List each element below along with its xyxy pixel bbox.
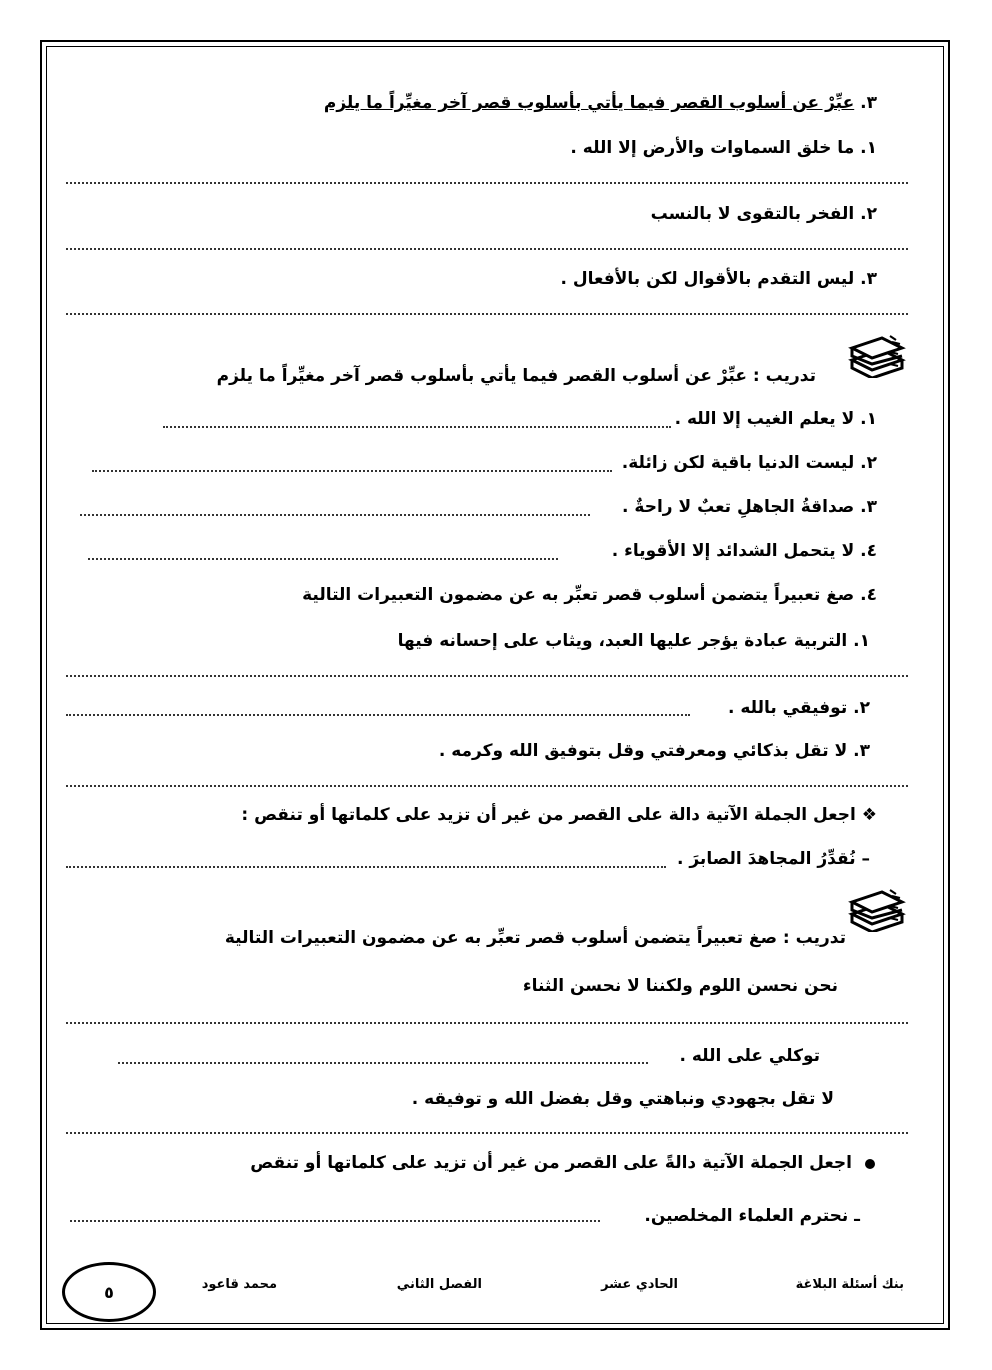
answer-line[interactable] [80, 514, 590, 516]
answer-line[interactable] [70, 1220, 600, 1222]
footer-author: محمد قاعود [201, 1277, 277, 1292]
answer-line[interactable] [66, 785, 908, 787]
book-stack-icon [846, 884, 906, 932]
training1-item-1: ١. لا يعلم الغيب إلا الله . [674, 409, 877, 429]
section4-item-1: ١. التربية عبادة يؤجر عليها العبد، ويثاب على إحسانه فيها [397, 631, 870, 651]
answer-line[interactable] [66, 675, 908, 677]
answer-line[interactable] [66, 313, 908, 315]
footer-bank: بنك أسئلة البلاغة [795, 1277, 904, 1292]
training1-item-4: ٤. لا يتحمل الشدائد إلا الأقوياء . [611, 541, 877, 561]
answer-line[interactable] [66, 1022, 908, 1024]
training2-item-3: لا تقل بجهودي ونباهتي وقل بفضل الله و توفيقه . [411, 1089, 834, 1109]
bullet2-sentence: ـ نحترم العلماء المخلصين. [644, 1206, 860, 1226]
answer-line[interactable] [88, 558, 558, 560]
page-number [62, 1262, 156, 1322]
page-number-text: ٥ [104, 1282, 114, 1302]
footer-term: الفصل الثاني [396, 1277, 482, 1292]
book-stack-icon [846, 330, 906, 378]
section4-heading: ٤. صغ تعبيراً يتضمن أسلوب قصر تعبِّر به عن مضمون التعبيرات التالية [302, 585, 877, 605]
training1-heading: تدريب : عبِّرْ عن أسلوب القصر فيما يأتي بأسلوب قصر آخر مغيِّراً ما يلزم [216, 366, 816, 386]
training1-item-2: ٢. ليست الدنيا باقية لكن زائلة. [621, 453, 877, 473]
answer-line[interactable] [66, 866, 666, 868]
section3-item-3: ٣. ليس التقدم بالأقوال لكن بالأفعال . [560, 269, 877, 289]
answer-line[interactable] [163, 426, 671, 428]
section3-item-2: ٢. الفخر بالتقوى لا بالنسب [650, 204, 877, 224]
footer-grade: الحادي عشر [601, 1277, 678, 1292]
answer-line[interactable] [66, 1132, 908, 1134]
bullet2-heading: اجعل الجملة الآتية دالةً على القصر من غير أن تزيد على كلماتها أو تنقص [250, 1153, 852, 1173]
answer-line[interactable] [92, 470, 612, 472]
answer-line[interactable] [118, 1062, 648, 1064]
answer-line[interactable] [66, 182, 908, 184]
training2-heading: تدريب : صغ تعبيراً يتضمن أسلوب قصر تعبِّر به عن مضمون التعبيرات التالية [224, 928, 846, 948]
training2-item-2: توكلي على الله . [679, 1046, 820, 1066]
answer-line[interactable] [66, 248, 908, 250]
bullet1-sentence: – نُقدِّرُ المجاهدَ الصابرَ . [676, 849, 870, 869]
answer-line[interactable] [66, 714, 690, 716]
bullet-dot-icon [865, 1159, 875, 1169]
training2-item-1: نحن نحسن اللوم ولكننا لا نحسن الثناء [522, 976, 838, 996]
section4-item-3: ٣. لا تقل بذكائي ومعرفتي وقل بتوفيق الله وكرمه . [438, 741, 870, 761]
bullet1-heading: ❖ اجعل الجملة الآتية دالة على القصر من غير أن تزيد على كلماتها أو تنقص : [241, 805, 877, 825]
section4-item-2: ٢. توفيقي بالله . [727, 698, 870, 718]
training1-item-3: ٣. صداقةُ الجاهلِ تعبٌ لا راحةٌ . [622, 497, 877, 517]
section3-item-1: ١. ما خلق السماوات والأرض إلا الله . [570, 138, 877, 158]
section3-heading: ٣. عبِّرْ عن أسلوب القصر فيما يأتي بأسلوب قصر آخر مغيِّراً ما يلزم [323, 93, 877, 113]
